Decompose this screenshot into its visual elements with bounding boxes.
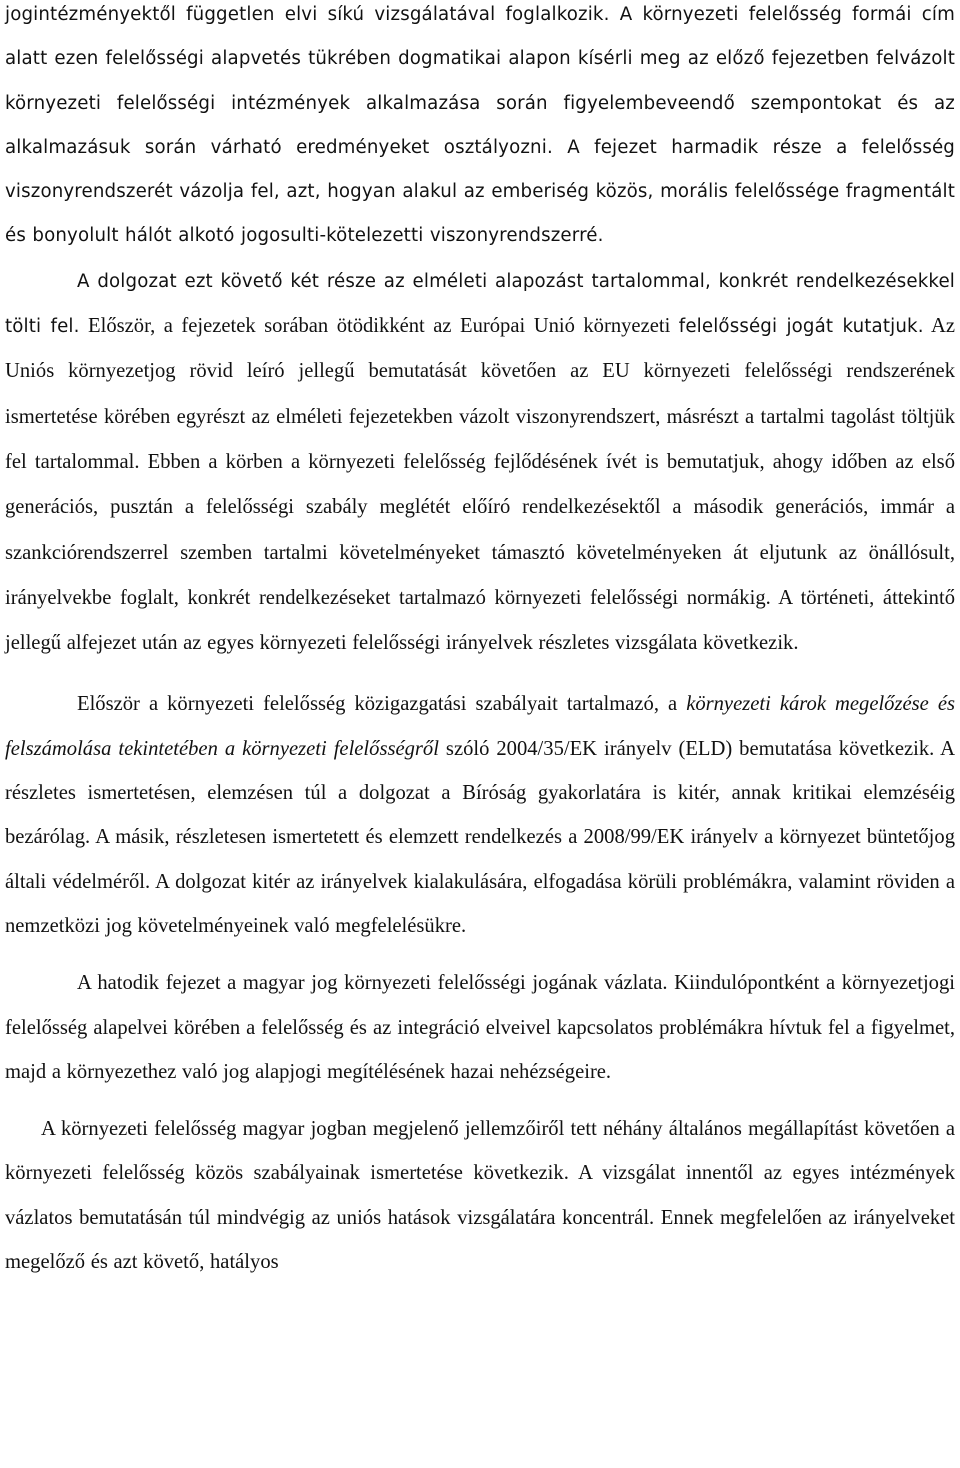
paragraph-text-sans-2: felelősségi jogát kutatjuk.: [678, 316, 924, 338]
paragraph-text: A környezeti felelősség magyar jogban megjelenő jellemzőiről tett néhány általános megállapítást követően a környezeti felelősség közös szabályainak ismertetése következik. A vizsgálat innentől az egyes intézmények vázlatos bemutatásán túl mindvégig az uniós hatások vizsgálatára koncentrál. Ennek megfelelően az irányelveket megelőző és azt követő, hatályos: [5, 1118, 955, 1274]
paragraph-text-serif: Először, a fejezetek sorában ötödikként az Európai Unió környezeti: [79, 315, 679, 338]
paragraph-chapter-overview: [5, 0, 955, 259]
paragraph-text-b: szóló 2004/35/EK irányelv (ELD) bemutatása következik. A részletes ismertetésen, elemzésen túl a dolgozat a Bíróság gyakorlatára is kitér, annak kritikai elemzéséig bezárólag. A másik, részletesen ismertetett és elemzett rendelkezés a 2008/99/EK irányelv a környezet büntetőjog általi védelméről. A dolgozat kitér az irányelvek kialakulására, elfogadása körüli problémákra, valamint röviden a nemzetközi jog követelményeinek való megfelelésükre.: [5, 737, 955, 937]
paragraph-hungarian-law: [5, 961, 955, 1094]
paragraph-text-serif-2: Az Uniós környezetjog rövid leíró jellegű bemutatását követően az EU környezeti felelősségi rendszerének ismertetése körében egyrészt az elméleti fejezetekben vázolt viszonyrendszert, másrészt a tartalmi tagolást töltjük fel tartalommal. Ebben a körben a környezeti felelősség fejlődésének ívét is bemutatjuk, ahogy időben az első generációs, pusztán a felelősségi szabály meglétét előíró rendelkezésektől a második generációs, immár a szankciórendszerrel szemben tartalmi követelményeket támasztó követelményeken át eljutunk az önállósult, irányelvekbe foglalt, konkrét rendelkezéseket tartalmazó környezeti felelősségi normákig. A történeti, áttekintő jellegű alfejezet után az egyes környezeti felelősségi irányelvek részletes vizsgálata következik.: [5, 315, 955, 655]
paragraph-text: A hatodik fejezet a magyar jog környezeti felelősségi jogának vázlata. Kiindulópontként a környezetjogi felelősség alapelvei körében a felelősség és az integráció elveivel kapcsolatos problémákra hívtuk fel a figyelmet, majd a környezethez való jog alapjogi megítélésének hazai nehézségeire.: [5, 972, 955, 1083]
paragraph-eld-directive: [5, 682, 955, 948]
directive-title-italic: környezeti károk megelőzése és felszámolása tekintetében a környezeti felelősségről: [5, 693, 955, 760]
paragraph-text: jogintézményektől független elvi síkú vizsgálatával foglalkozik. A környezeti felelősség formái cím alatt ezen felelősségi alapvetés tükrében dogmatikai alapon kísérli meg az előző fejezetben felvázolt környezeti felelősségi intézmények alkalmazása során figyelembeveendő szempontokat és az alkalmazásuk során várható eredményeket osztályozni. A fejezet harmadik része a felelősség viszonyrendszerét vázolja fel, azt, hogyan alakul az emberiség közös, morális felelőssége fragmentált és bonyolult hálót alkotó jogosulti-kötelezetti viszonyrendszerré.: [5, 4, 955, 247]
paragraph-eu-liability: [5, 260, 955, 667]
paragraph-text-sans: A dolgozat ezt követő két része az elméleti alapozást tartalommal, konkrét rendelkezésekkel tölti fel.: [5, 270, 955, 338]
paragraph-text-a: Először a környezeti felelősség közigazgatási szabályait tartalmazó, a: [77, 693, 687, 716]
paragraph-hungarian-features: [5, 1107, 955, 1284]
